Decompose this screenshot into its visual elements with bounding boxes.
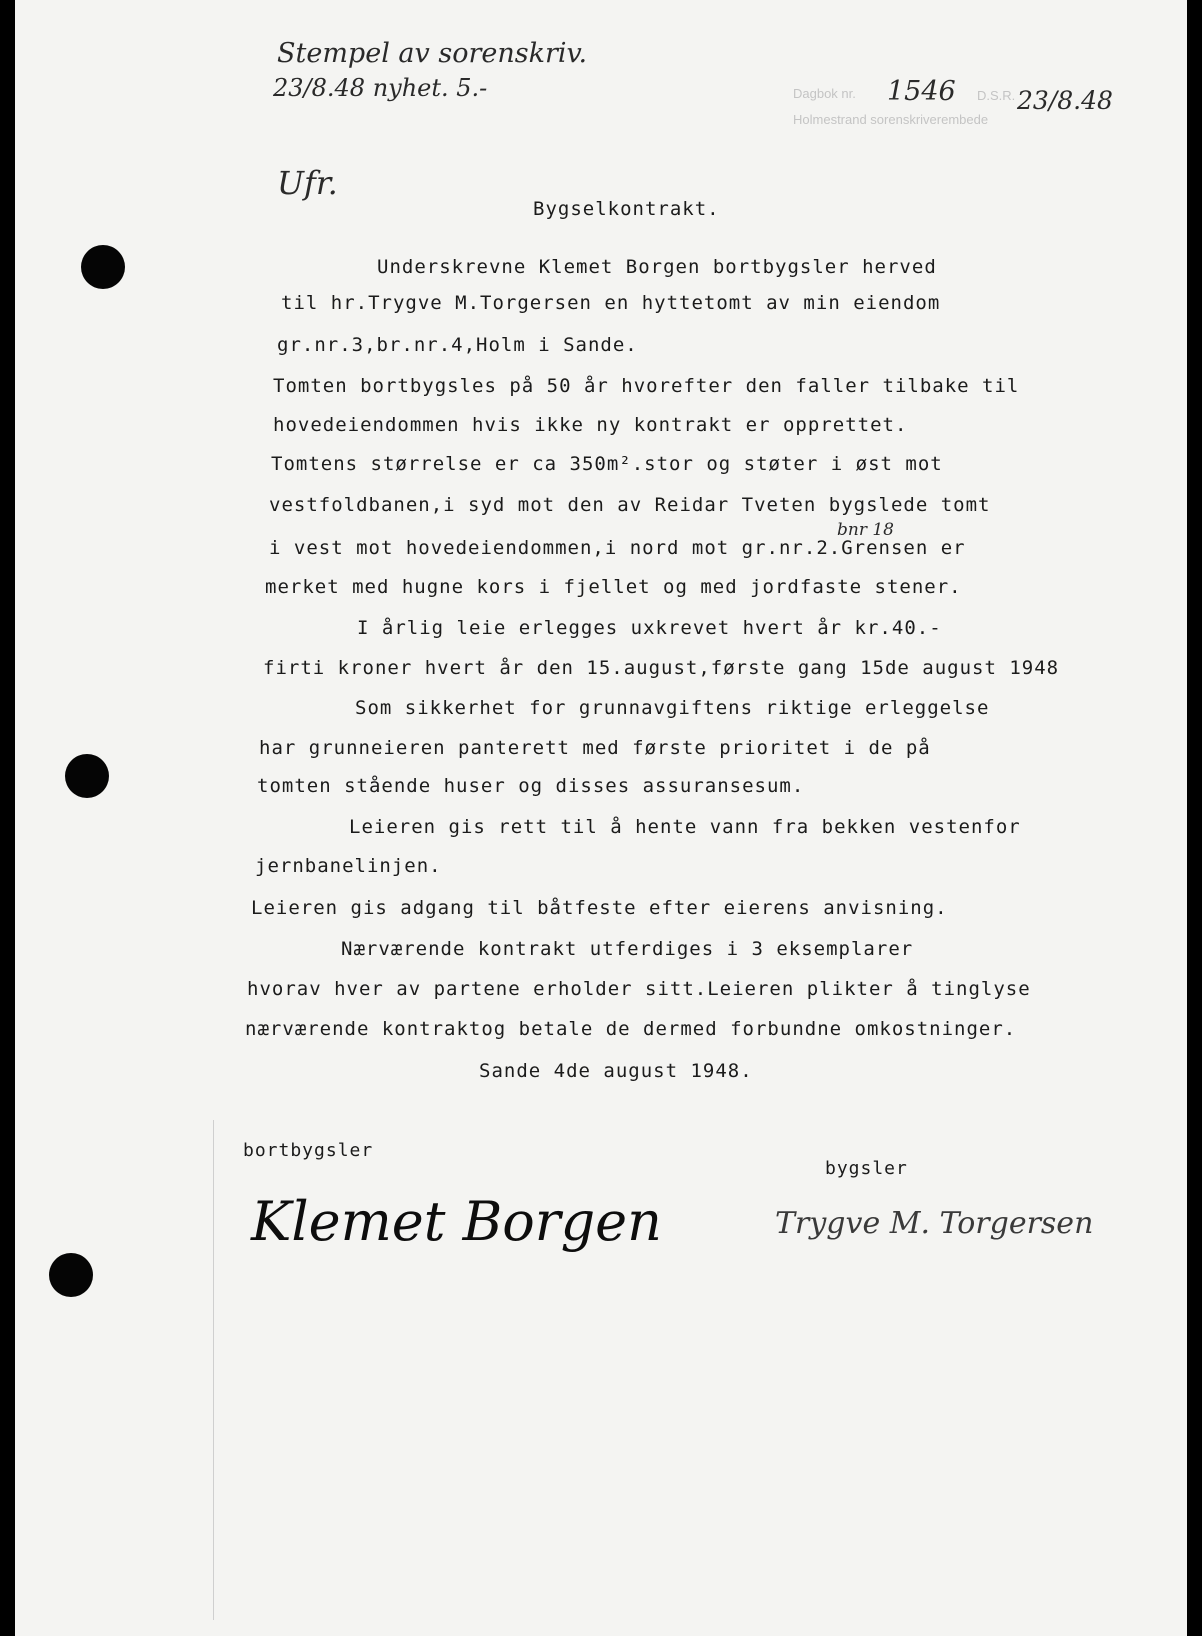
lessor-signature: Klemet Borgen bbox=[251, 1190, 662, 1253]
body-line: jernbanelinjen. bbox=[255, 855, 442, 877]
handwritten-initial: Ufr. bbox=[277, 164, 338, 202]
stamp-dsr-label: D.S.R. bbox=[977, 88, 1016, 103]
handwritten-insertion: bnr 18 bbox=[837, 520, 894, 540]
body-line: gr.nr.3,br.nr.4,Holm i Sande. bbox=[277, 334, 638, 356]
body-line: Som sikkerhet for grunnavgiftens riktige erleggelse bbox=[355, 697, 990, 719]
body-line: har grunneieren panterett med første prioritet i de på bbox=[259, 737, 931, 759]
lessee-label: bygsler bbox=[825, 1158, 908, 1179]
body-line: hovedeiendommen hvis ikke ny kontrakt er opprettet. bbox=[273, 414, 908, 436]
handwritten-note-2: 23/8.48 nyhet. 5.- bbox=[273, 74, 488, 102]
body-line: i vest mot hovedeiendommen,i nord mot gr.nr.2.Grensen er bbox=[269, 537, 966, 559]
document-title: Bygselkontrakt. bbox=[533, 198, 720, 220]
body-line: Leieren gis rett til å hente vann fra bekken vestenfor bbox=[349, 816, 1021, 838]
body-line: til hr.Trygve M.Torgersen en hyttetomt av min eiendom bbox=[281, 292, 941, 314]
body-line: Leieren gis adgang til båtfeste efter eierens anvisning. bbox=[251, 897, 948, 919]
body-line: I årlig leie erlegges uxkrevet hvert år kr.40.- bbox=[357, 617, 942, 639]
body-line: nærværende kontraktog betale de dermed forbundne omkostninger. bbox=[245, 1018, 1017, 1040]
body-line: merket med hugne kors i fjellet og med jordfaste stener. bbox=[265, 576, 962, 598]
stamp-date: 23/8.48 bbox=[1017, 86, 1113, 115]
body-line: hvorav hver av partene erholder sitt.Leieren plikter å tinglyse bbox=[247, 978, 1031, 1000]
body-line: firti kroner hvert år den 15.august,første gang 15de august 1948 bbox=[263, 657, 1060, 679]
body-line: Nærværende kontrakt utferdiges i 3 eksemplarer bbox=[341, 938, 914, 960]
punch-hole bbox=[65, 754, 109, 798]
lessor-label: bortbygsler bbox=[243, 1140, 374, 1161]
punch-hole bbox=[81, 245, 125, 289]
body-line: tomten stående huser og disses assuransesum. bbox=[257, 775, 805, 797]
body-line: Underskrevne Klemet Borgen bortbygsler herved bbox=[377, 256, 937, 278]
punch-hole bbox=[49, 1253, 93, 1297]
stamp-dagbok-number: 1546 bbox=[887, 76, 956, 107]
place-date-line: Sande 4de august 1948. bbox=[479, 1060, 753, 1082]
body-line: Tomten bortbygsles på 50 år hvorefter den faller tilbake til bbox=[273, 375, 1020, 397]
body-line: Tomtens størrelse er ca 350m².stor og støter i øst mot bbox=[271, 453, 943, 475]
lessee-signature: Trygve M. Torgersen bbox=[775, 1206, 1094, 1241]
document-page bbox=[15, 0, 1187, 1636]
stamp-dagbok-label: Dagbok nr. bbox=[793, 86, 856, 101]
body-line: vestfoldbanen,i syd mot den av Reidar Tveten bygslede tomt bbox=[269, 494, 991, 516]
stamp-office: Holmestrand sorenskriverembede bbox=[793, 112, 989, 127]
handwritten-note-1: Stempel av sorenskriv. bbox=[277, 38, 588, 69]
margin-line bbox=[213, 1120, 214, 1620]
